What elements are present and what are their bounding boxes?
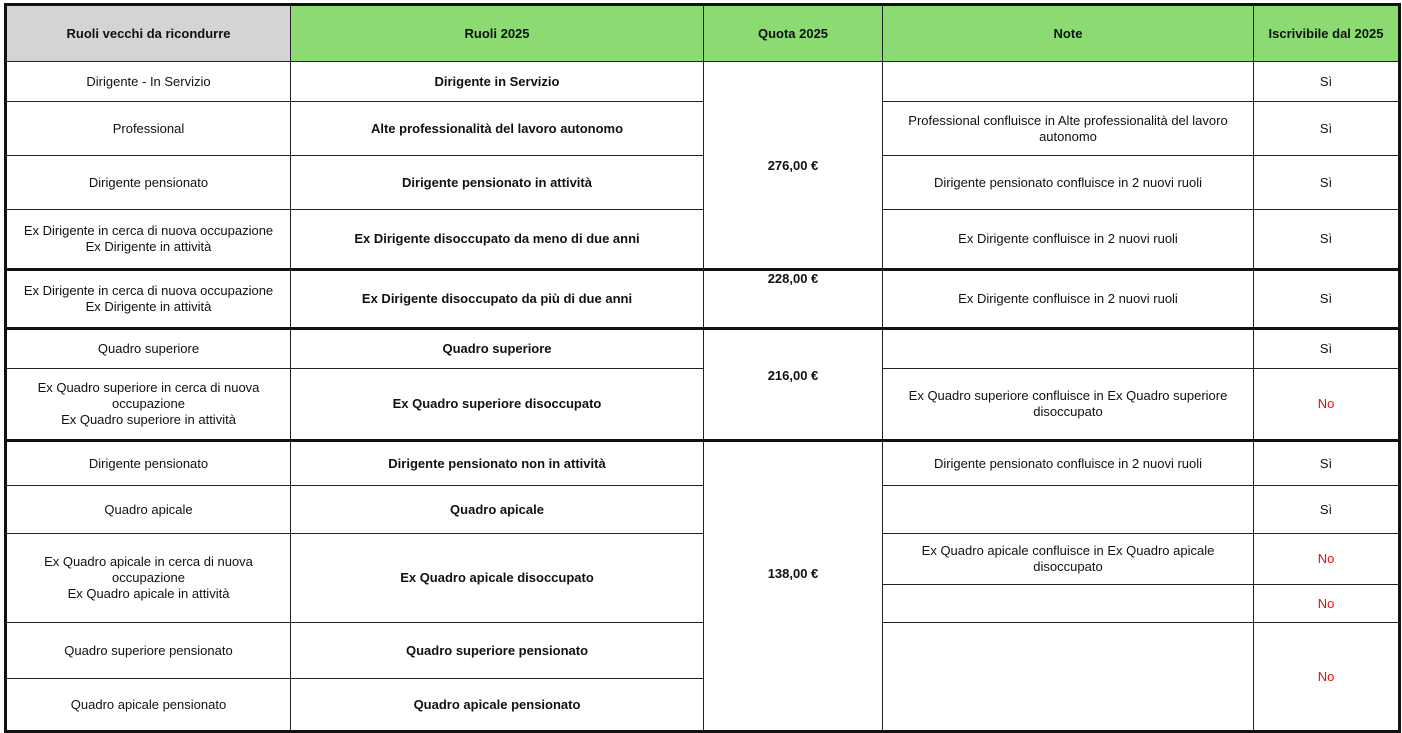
old-role-line: Quadro superiore xyxy=(97,341,200,356)
new-role-cell: Quadro apicale xyxy=(291,486,704,534)
header-quota-2025: Quota 2025 xyxy=(704,5,883,62)
new-role-cell: Dirigente pensionato non in attività xyxy=(291,441,704,486)
header-roles-2025: Ruoli 2025 xyxy=(291,5,704,62)
table-row xyxy=(6,102,1400,156)
note-cell: Ex Dirigente confluisce in 2 nuovi ruoli xyxy=(883,210,1254,270)
note-cell: Ex Dirigente confluisce in 2 nuovi ruoli xyxy=(883,270,1254,329)
old-role-cell xyxy=(6,369,291,441)
enrollable-cell: Sì xyxy=(1254,270,1400,329)
enrollable-cell: Sì xyxy=(1254,62,1400,102)
table-row xyxy=(6,486,1400,534)
old-role-line: Ex Dirigente in cerca di nuova occupazione xyxy=(23,283,274,298)
header-row xyxy=(6,5,1400,62)
old-role-cell xyxy=(6,210,291,270)
old-role-line: Quadro apicale xyxy=(104,501,193,517)
old-role-line: Professional xyxy=(112,120,185,136)
header-enrollable: Iscrivibile dal 2025 xyxy=(1254,5,1400,62)
enrollable-cell: No xyxy=(1254,585,1400,623)
enrollable-cell: No xyxy=(1254,623,1400,732)
note-cell: Ex Quadro superiore confluisce in Ex Quadro superiore disoccupato xyxy=(883,369,1254,441)
roles-table-container xyxy=(4,3,1401,733)
new-role-cell: Alte professionalità del lavoro autonomo xyxy=(291,102,704,156)
header-notes: Note xyxy=(883,5,1254,62)
enrollable-cell: Sì xyxy=(1254,102,1400,156)
note-cell: Dirigente pensionato confluisce in 2 nuovi ruoli xyxy=(883,441,1254,486)
new-role-cell: Ex Dirigente disoccupato da meno di due anni xyxy=(291,210,704,270)
old-role-line: Ex Quadro superiore in cerca di nuova occupazione xyxy=(37,380,260,411)
enrollable-cell: Sì xyxy=(1254,486,1400,534)
note-cell xyxy=(883,62,1254,102)
new-role-cell: Ex Quadro apicale disoccupato xyxy=(291,534,704,623)
new-role-cell: Dirigente in Servizio xyxy=(291,62,704,102)
old-role-cell xyxy=(6,486,291,534)
old-role-cell xyxy=(6,534,291,623)
table-row xyxy=(6,329,1400,369)
enrollable-cell: No xyxy=(1254,369,1400,441)
old-role-cell xyxy=(6,270,291,329)
table-row xyxy=(6,623,1400,679)
note-cell: Professional confluisce in Alte professionalità del lavoro autonomo xyxy=(883,102,1254,156)
header-old-roles: Ruoli vecchi da ricondurre xyxy=(6,5,291,62)
old-role-line: Ex Dirigente in cerca di nuova occupazione xyxy=(23,223,274,238)
new-role-cell: Quadro apicale pensionato xyxy=(291,679,704,732)
old-role-line: Ex Dirigente in attività xyxy=(85,239,212,254)
new-role-cell: Ex Quadro superiore disoccupato xyxy=(291,369,704,441)
note-cell xyxy=(883,623,1254,732)
enrollable-cell: No xyxy=(1254,534,1400,585)
new-role-cell: Dirigente pensionato in attività xyxy=(291,156,704,210)
quota-cell: 228,00 € xyxy=(704,270,883,329)
new-role-cell: Quadro superiore xyxy=(291,329,704,369)
table-row xyxy=(6,156,1400,210)
old-role-line: Ex Quadro superiore in attività xyxy=(61,412,236,427)
note-cell xyxy=(883,486,1254,534)
old-role-cell xyxy=(6,102,291,156)
table-row xyxy=(6,270,1400,329)
old-role-line: Dirigente - In Servizio xyxy=(86,73,211,89)
old-role-line: Quadro apicale pensionato xyxy=(70,696,227,712)
table-row xyxy=(6,534,1400,585)
old-role-line: Dirigente pensionato xyxy=(88,174,209,190)
enrollable-cell: Sì xyxy=(1254,156,1400,210)
note-cell xyxy=(883,329,1254,369)
note-cell-empty xyxy=(883,585,1254,623)
quota-cell: 138,00 € xyxy=(704,441,883,732)
old-role-cell xyxy=(6,62,291,102)
old-role-line: Ex Quadro apicale in cerca di nuova occupazione xyxy=(44,554,253,585)
old-role-line: Ex Dirigente in attività xyxy=(85,299,212,314)
note-cell: Ex Quadro apicale confluisce in Ex Quadro apicale disoccupato xyxy=(883,534,1254,585)
old-role-cell xyxy=(6,441,291,486)
enrollable-cell: Sì xyxy=(1254,329,1400,369)
old-role-cell xyxy=(6,679,291,732)
old-role-line: Quadro superiore pensionato xyxy=(64,642,233,658)
quota-cell: 216,00 € xyxy=(704,329,883,441)
table-row xyxy=(6,210,1400,270)
old-role-cell xyxy=(6,623,291,679)
enrollable-cell: Sì xyxy=(1254,441,1400,486)
roles-table xyxy=(4,3,1401,733)
note-cell: Dirigente pensionato confluisce in 2 nuovi ruoli xyxy=(883,156,1254,210)
new-role-cell: Ex Dirigente disoccupato da più di due anni xyxy=(291,270,704,329)
old-role-cell xyxy=(6,329,291,369)
old-role-line: Ex Quadro apicale in attività xyxy=(67,586,230,601)
old-role-cell xyxy=(6,156,291,210)
table-row xyxy=(6,62,1400,102)
enrollable-cell: Sì xyxy=(1254,210,1400,270)
table-row xyxy=(6,369,1400,441)
new-role-cell: Quadro superiore pensionato xyxy=(291,623,704,679)
table-row xyxy=(6,441,1400,486)
old-role-line: Dirigente pensionato xyxy=(88,455,209,471)
quota-cell: 276,00 € xyxy=(704,62,883,270)
